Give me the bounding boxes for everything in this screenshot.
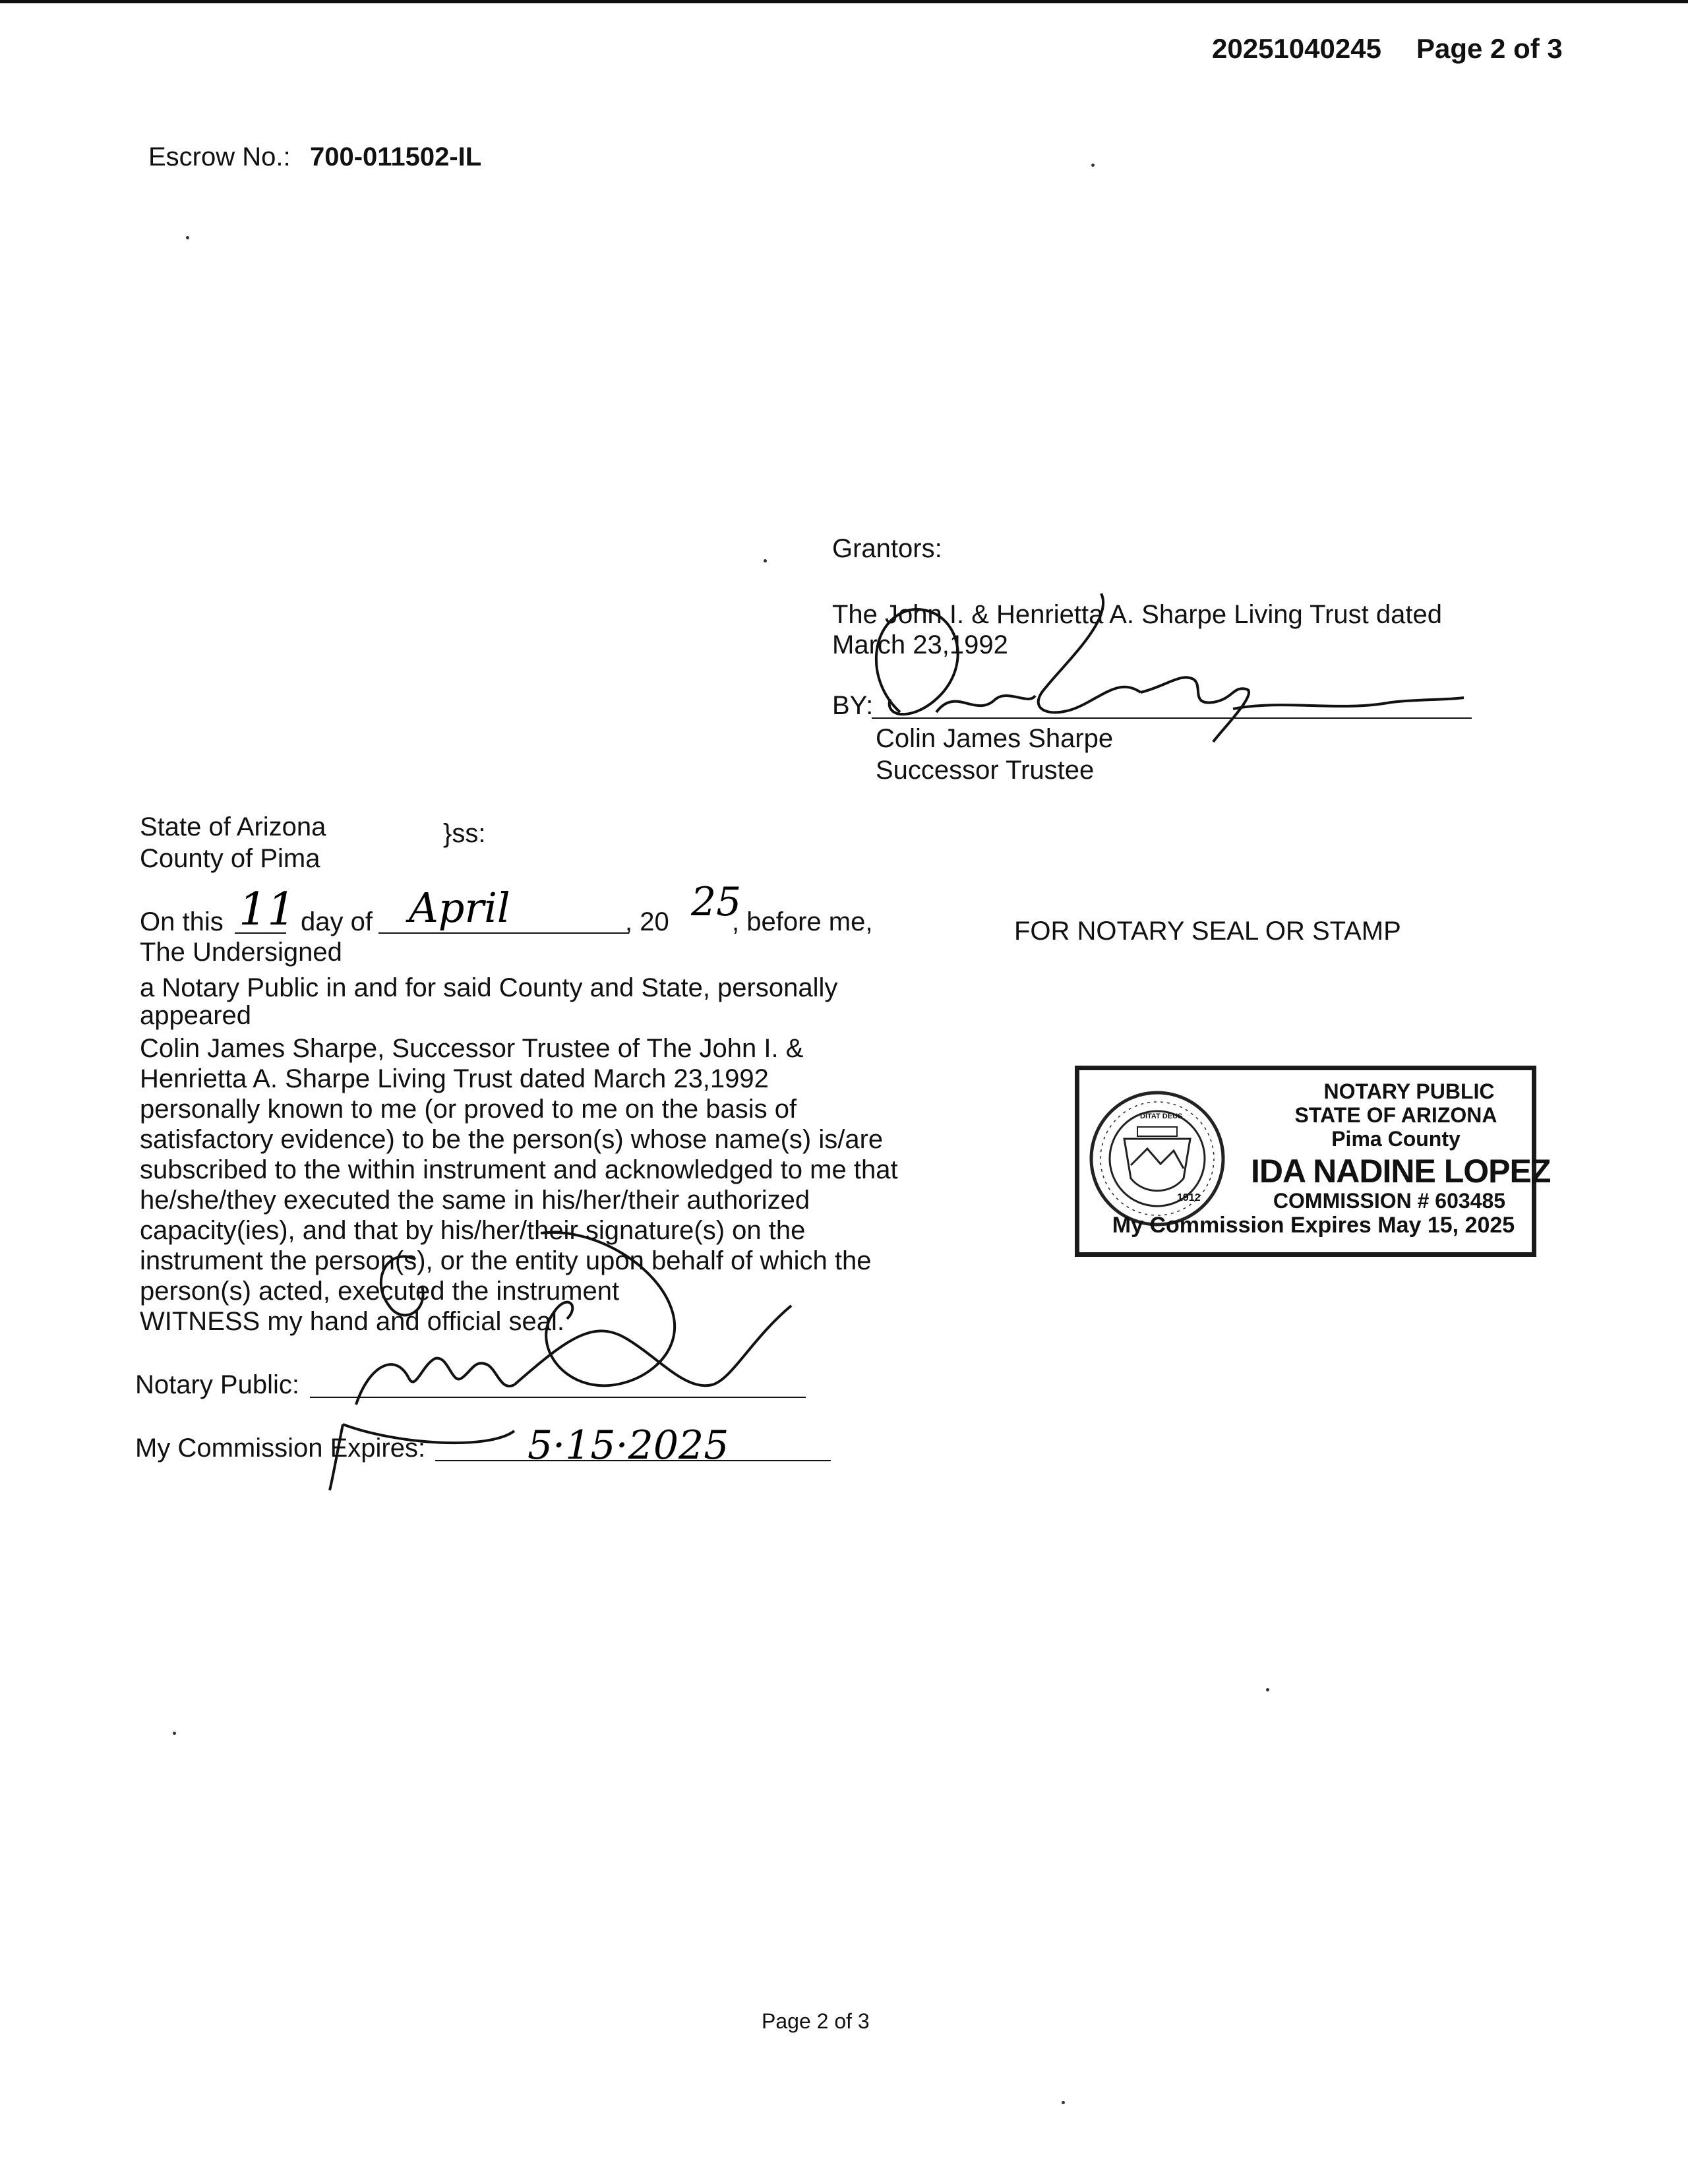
notary-stamp bbox=[1075, 1066, 1551, 1257]
document-number: 20251040245 bbox=[1212, 33, 1381, 64]
seal-area-label: FOR NOTARY SEAL OR STAMP bbox=[1014, 917, 1401, 946]
venue-county: County of Pima bbox=[140, 844, 320, 873]
scan-speck bbox=[1091, 164, 1095, 167]
escrow-number: 700-011502-IL bbox=[310, 142, 482, 171]
ack-line: satisfactory evidence) to be the person(s) whose name(s) is/are bbox=[140, 1125, 884, 1154]
notary-signature bbox=[316, 1207, 818, 1497]
stamp-expires: My Commission Expires May 15, 2025 bbox=[1112, 1213, 1515, 1238]
signer-title: Successor Trustee bbox=[876, 756, 1095, 785]
before-me-label: , before me, bbox=[732, 907, 873, 936]
stamp-notary-name: IDA NADINE LOPEZ bbox=[1251, 1153, 1551, 1190]
ack-line: Henrietta A. Sharpe Living Trust dated March 23,1992 bbox=[140, 1064, 769, 1093]
state-seal-icon bbox=[1085, 1086, 1230, 1231]
grantor-signature bbox=[824, 580, 1484, 752]
ack-line: personally known to me (or proved to me on the basis of bbox=[140, 1095, 797, 1124]
header-page-label: Page 2 of 3 bbox=[1416, 33, 1563, 64]
scan-speck bbox=[173, 1732, 176, 1735]
signer-name: Colin James Sharpe bbox=[876, 724, 1114, 753]
grantors-heading: Grantors: bbox=[832, 534, 942, 563]
top-border-line bbox=[0, 0, 1688, 3]
on-this-label: On this bbox=[140, 907, 224, 936]
scan-speck bbox=[186, 236, 189, 239]
month-blank bbox=[378, 932, 629, 934]
seal-motto: DITAT DEUS bbox=[1140, 1112, 1183, 1120]
commission-expires-label: My Commission Expires: bbox=[135, 1434, 426, 1463]
commission-expires-handwritten: 5·15·2025 bbox=[528, 1422, 729, 1469]
ack-line: subscribed to the within instrument and acknowledged to me that bbox=[140, 1155, 898, 1184]
venue-ss: }ss: bbox=[443, 819, 486, 848]
stamp-commission: COMMISSION # 603485 bbox=[1273, 1189, 1506, 1213]
footer-page-label: Page 2 of 3 bbox=[762, 2009, 870, 2033]
year-handwritten: 25 bbox=[691, 879, 742, 925]
venue-state: State of Arizona bbox=[140, 812, 326, 841]
ack-line: WITNESS my hand and official seal. bbox=[140, 1307, 564, 1336]
ack-line: a Notary Public in and for said County and State, personally bbox=[140, 973, 838, 1002]
by-label: BY: bbox=[832, 691, 874, 720]
seal-year: 1912 bbox=[1177, 1192, 1201, 1203]
day-handwritten: 11 bbox=[239, 884, 296, 936]
notary-public-label: Notary Public: bbox=[135, 1370, 299, 1399]
ack-line: capacity(ies), and that by his/her/their signature(s) on the bbox=[140, 1216, 806, 1245]
ack-line: he/she/they executed the same in his/her/their authorized bbox=[140, 1186, 810, 1215]
scan-speck bbox=[1266, 1688, 1269, 1691]
escrow-label: Escrow No.: bbox=[148, 142, 291, 171]
day-of-label: day of bbox=[301, 907, 373, 936]
ack-line: Colin James Sharpe, Successor Trustee of The John I. & bbox=[140, 1034, 804, 1063]
scan-speck bbox=[1062, 2101, 1065, 2104]
stamp-line-1: NOTARY PUBLIC bbox=[1323, 1079, 1495, 1103]
year-prefix: , 20 bbox=[625, 907, 669, 936]
trust-name-line-2: March 23,1992 bbox=[832, 630, 1008, 659]
trust-name-line-1: The John I. & Henrietta A. Sharpe Living Trust dated bbox=[832, 600, 1442, 629]
ack-line: person(s) acted, executed the instrument bbox=[140, 1277, 620, 1306]
scan-speck bbox=[764, 559, 767, 562]
ack-line: appeared bbox=[140, 1001, 252, 1030]
ack-line: instrument the person(s), or the entity upon behalf of which the bbox=[140, 1246, 872, 1275]
stamp-line-3: Pima County bbox=[1331, 1127, 1461, 1151]
undersigned-line: The Undersigned bbox=[140, 938, 342, 967]
stamp-line-2: STATE OF ARIZONA bbox=[1294, 1103, 1497, 1127]
month-handwritten: April bbox=[409, 884, 510, 932]
